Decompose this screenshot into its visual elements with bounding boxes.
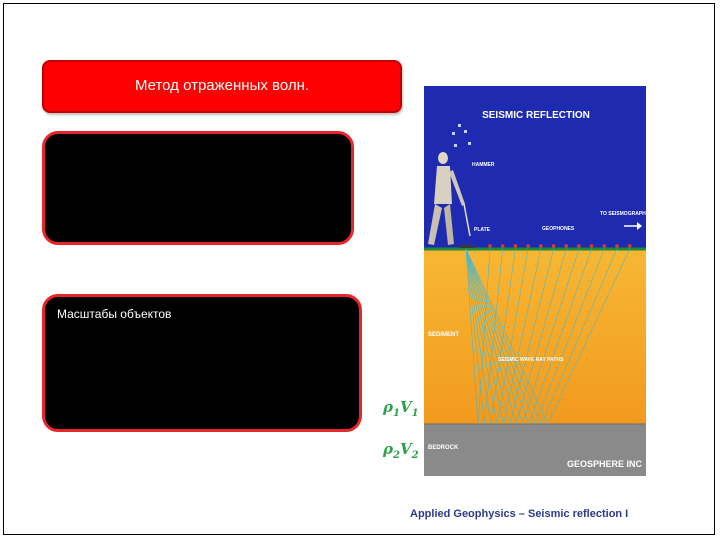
geophone-marker (514, 244, 518, 248)
geophone-marker (539, 244, 543, 248)
slide-title-text: Метод отраженных волн. (134, 76, 310, 94)
layer2-v: V (399, 440, 412, 458)
content-box-2 (42, 294, 362, 432)
slide-footer: Applied Geophysics – Seismic reflection I (410, 508, 629, 520)
geophone-marker (577, 244, 581, 248)
geophone-marker (501, 244, 505, 248)
layer2-v-sub: 2 (411, 450, 419, 461)
layer1-rho-sub: 1 (392, 408, 400, 419)
geophones-label: GEOPHONES (542, 226, 575, 232)
plate-label: PLATE (474, 227, 491, 233)
scale-label: Масштабы объектов (57, 307, 172, 321)
layer1-v-sub: 1 (411, 408, 419, 419)
layer1-rho: ρ (383, 398, 393, 416)
layer2-rho-sub: 2 (392, 450, 400, 461)
geophone-marker (488, 244, 492, 248)
hammer-label: HAMMER (472, 162, 495, 168)
sediment-label: SEDIMENT (428, 332, 460, 338)
geophone-marker (552, 244, 556, 248)
content-box-1 (42, 131, 354, 245)
geophone-marker (564, 244, 568, 248)
diagram-heading: SEISMIC REFLECTION (482, 110, 590, 121)
bedrock-label: BEDROCK (428, 445, 459, 451)
geophone-marker (615, 244, 619, 248)
seismic-reflection-diagram (424, 86, 646, 476)
layer1-properties (383, 398, 419, 419)
plate-icon (460, 245, 474, 248)
seismograph-label: TO SEISMOGRAPH (600, 211, 646, 217)
geophone-marker (590, 244, 594, 248)
layer2-properties (383, 440, 419, 461)
wave-paths-label: SEISMIC WAVE RAY PATHS (498, 357, 564, 363)
slide-title (42, 60, 402, 113)
company-label: GEOSPHERE INC (566, 459, 642, 469)
geophone-marker (526, 244, 530, 248)
geophone-marker (603, 244, 607, 248)
geophone-marker (628, 244, 632, 248)
layer1-v: V (399, 398, 412, 416)
layer2-rho: ρ (383, 440, 393, 458)
